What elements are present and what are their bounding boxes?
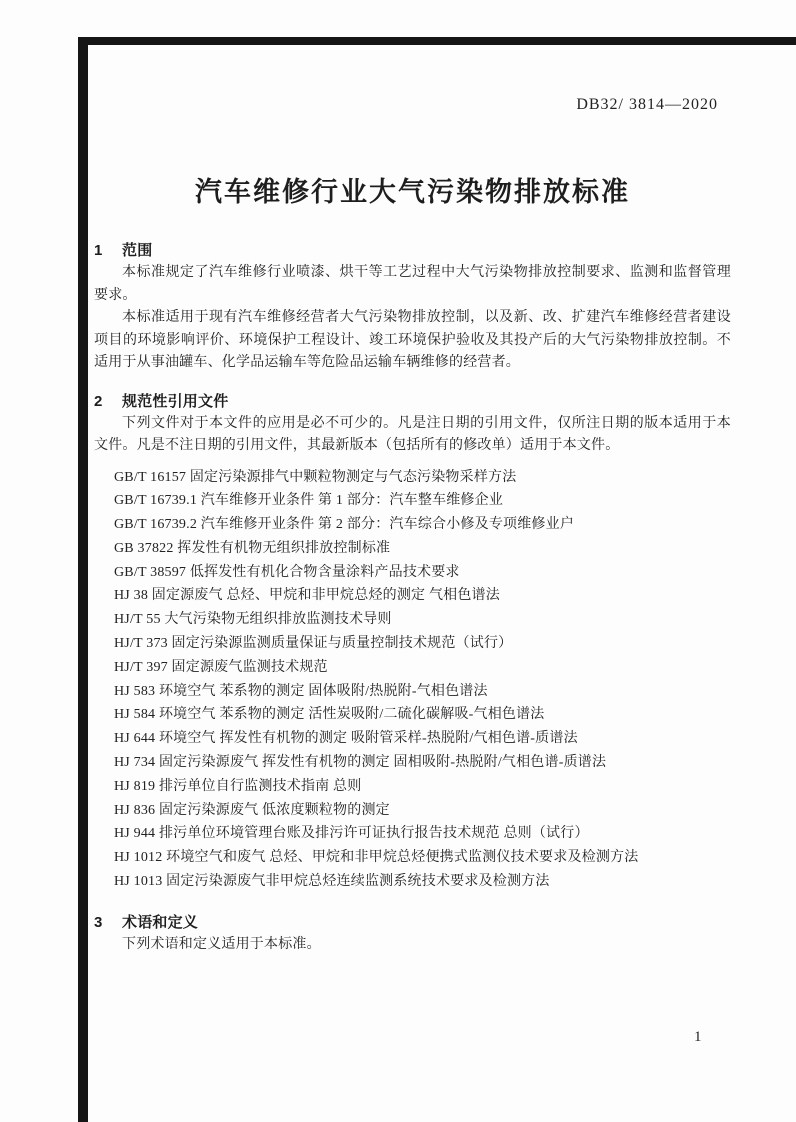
reference-item: GB/T 16157 固定污染源排气中颗粒物测定与气态污染物采样方法 (114, 469, 517, 485)
body-paragraph: 本标准适用于现有汽车维修经营者大气污染物排放控制，以及新、改、扩建汽车维修经营者建设项目的环境影响评价、环境保护工程设计、竣工环境保护验收及其投产后的大气污染物排放控制。不适用于从事油罐车、化学品运输车等危险品运输车辆维修的经营者。 (94, 310, 731, 370)
reference-item: HJ 38 固定源废气 总烃、甲烷和非甲烷总烃的测定 气相色谱法 (114, 588, 500, 604)
references-list (94, 466, 731, 894)
scan-border-left-bar (78, 37, 88, 1122)
reference-item: HJ 836 固定污染源废气 低浓度颗粒物的测定 (114, 802, 390, 818)
section-title: 术语和定义 (122, 913, 199, 931)
page-title: 汽车维修行业大气污染物排放标准 (195, 177, 630, 207)
reference-item: GB/T 16739.1 汽车维修开业条件 第 1 部分：汽车整车维修企业 (114, 493, 504, 509)
section-number: 2 (94, 392, 103, 410)
reference-item: HJ 644 环境空气 挥发性有机物的测定 吸附管采样-热脱附/气相色谱-质谱法 (114, 731, 578, 747)
reference-item: HJ/T 55 大气污染物无组织排放监测技术导则 (114, 612, 392, 628)
body-paragraph: 下列术语和定义适用于本标准。 (122, 936, 321, 952)
reference-item: HJ/T 373 固定污染源监测质量保证与质量控制技术规范（试行） (114, 636, 513, 652)
reference-item: HJ 583 环境空气 苯系物的测定 固体吸附/热脱附-气相色谱法 (114, 683, 488, 699)
reference-item: HJ 1012 环境空气和废气 总烃、甲烷和非甲烷总烃便携式监测仪技术要求及检测方法 (114, 850, 639, 866)
reference-item: HJ 1013 固定污染源废气非甲烷总烃连续监测系统技术要求及检测方法 (114, 874, 550, 890)
reference-item: HJ 734 固定污染源废气 挥发性有机物的测定 固相吸附-热脱附/气相色谱-质谱法 (114, 755, 607, 771)
document-body (94, 240, 731, 956)
reference-item: HJ/T 397 固定源废气监测技术规范 (114, 659, 328, 675)
reference-item: GB 37822 挥发性有机物无组织排放控制标准 (114, 540, 391, 556)
section-title: 范围 (122, 242, 153, 259)
body-paragraph: 下列文件对于本文件的应用是必不可少的。凡是注日期的引用文件，仅所注日期的版本适用于本文件。凡是不注日期的引用文件，其最新版本（包括所有的修改单）适用于本文件。 (94, 415, 731, 453)
section-heading-scope (94, 240, 731, 262)
reference-item: GB/T 16739.2 汽车维修开业条件 第 2 部分：汽车综合小修及专项维修业户 (114, 517, 575, 533)
section-heading-references (94, 391, 731, 413)
reference-item: HJ 944 排污单位环境管理台账及排污许可证执行报告技术规范 总则（试行） (114, 826, 589, 842)
section-title: 规范性引用文件 (122, 392, 229, 410)
section-number: 3 (94, 913, 103, 931)
scan-border-top-bar (78, 37, 796, 45)
body-paragraph: 本标准规定了汽车维修行业喷漆、烘干等工艺过程中大气污染物排放控制要求、监测和监督管理要求。 (94, 265, 731, 303)
page-number: 1 (694, 1029, 702, 1045)
reference-item: HJ 584 环境空气 苯系物的测定 活性炭吸附/二硫化碳解吸-气相色谱法 (114, 707, 545, 723)
section-heading-terms (94, 912, 731, 934)
reference-item: GB/T 38597 低挥发性有机化合物含量涂料产品技术要求 (114, 564, 460, 580)
reference-item: HJ 819 排污单位自行监测技术指南 总则 (114, 778, 362, 794)
doc-number: DB32/ 3814—2020 (576, 96, 718, 113)
section-number: 1 (94, 242, 103, 259)
